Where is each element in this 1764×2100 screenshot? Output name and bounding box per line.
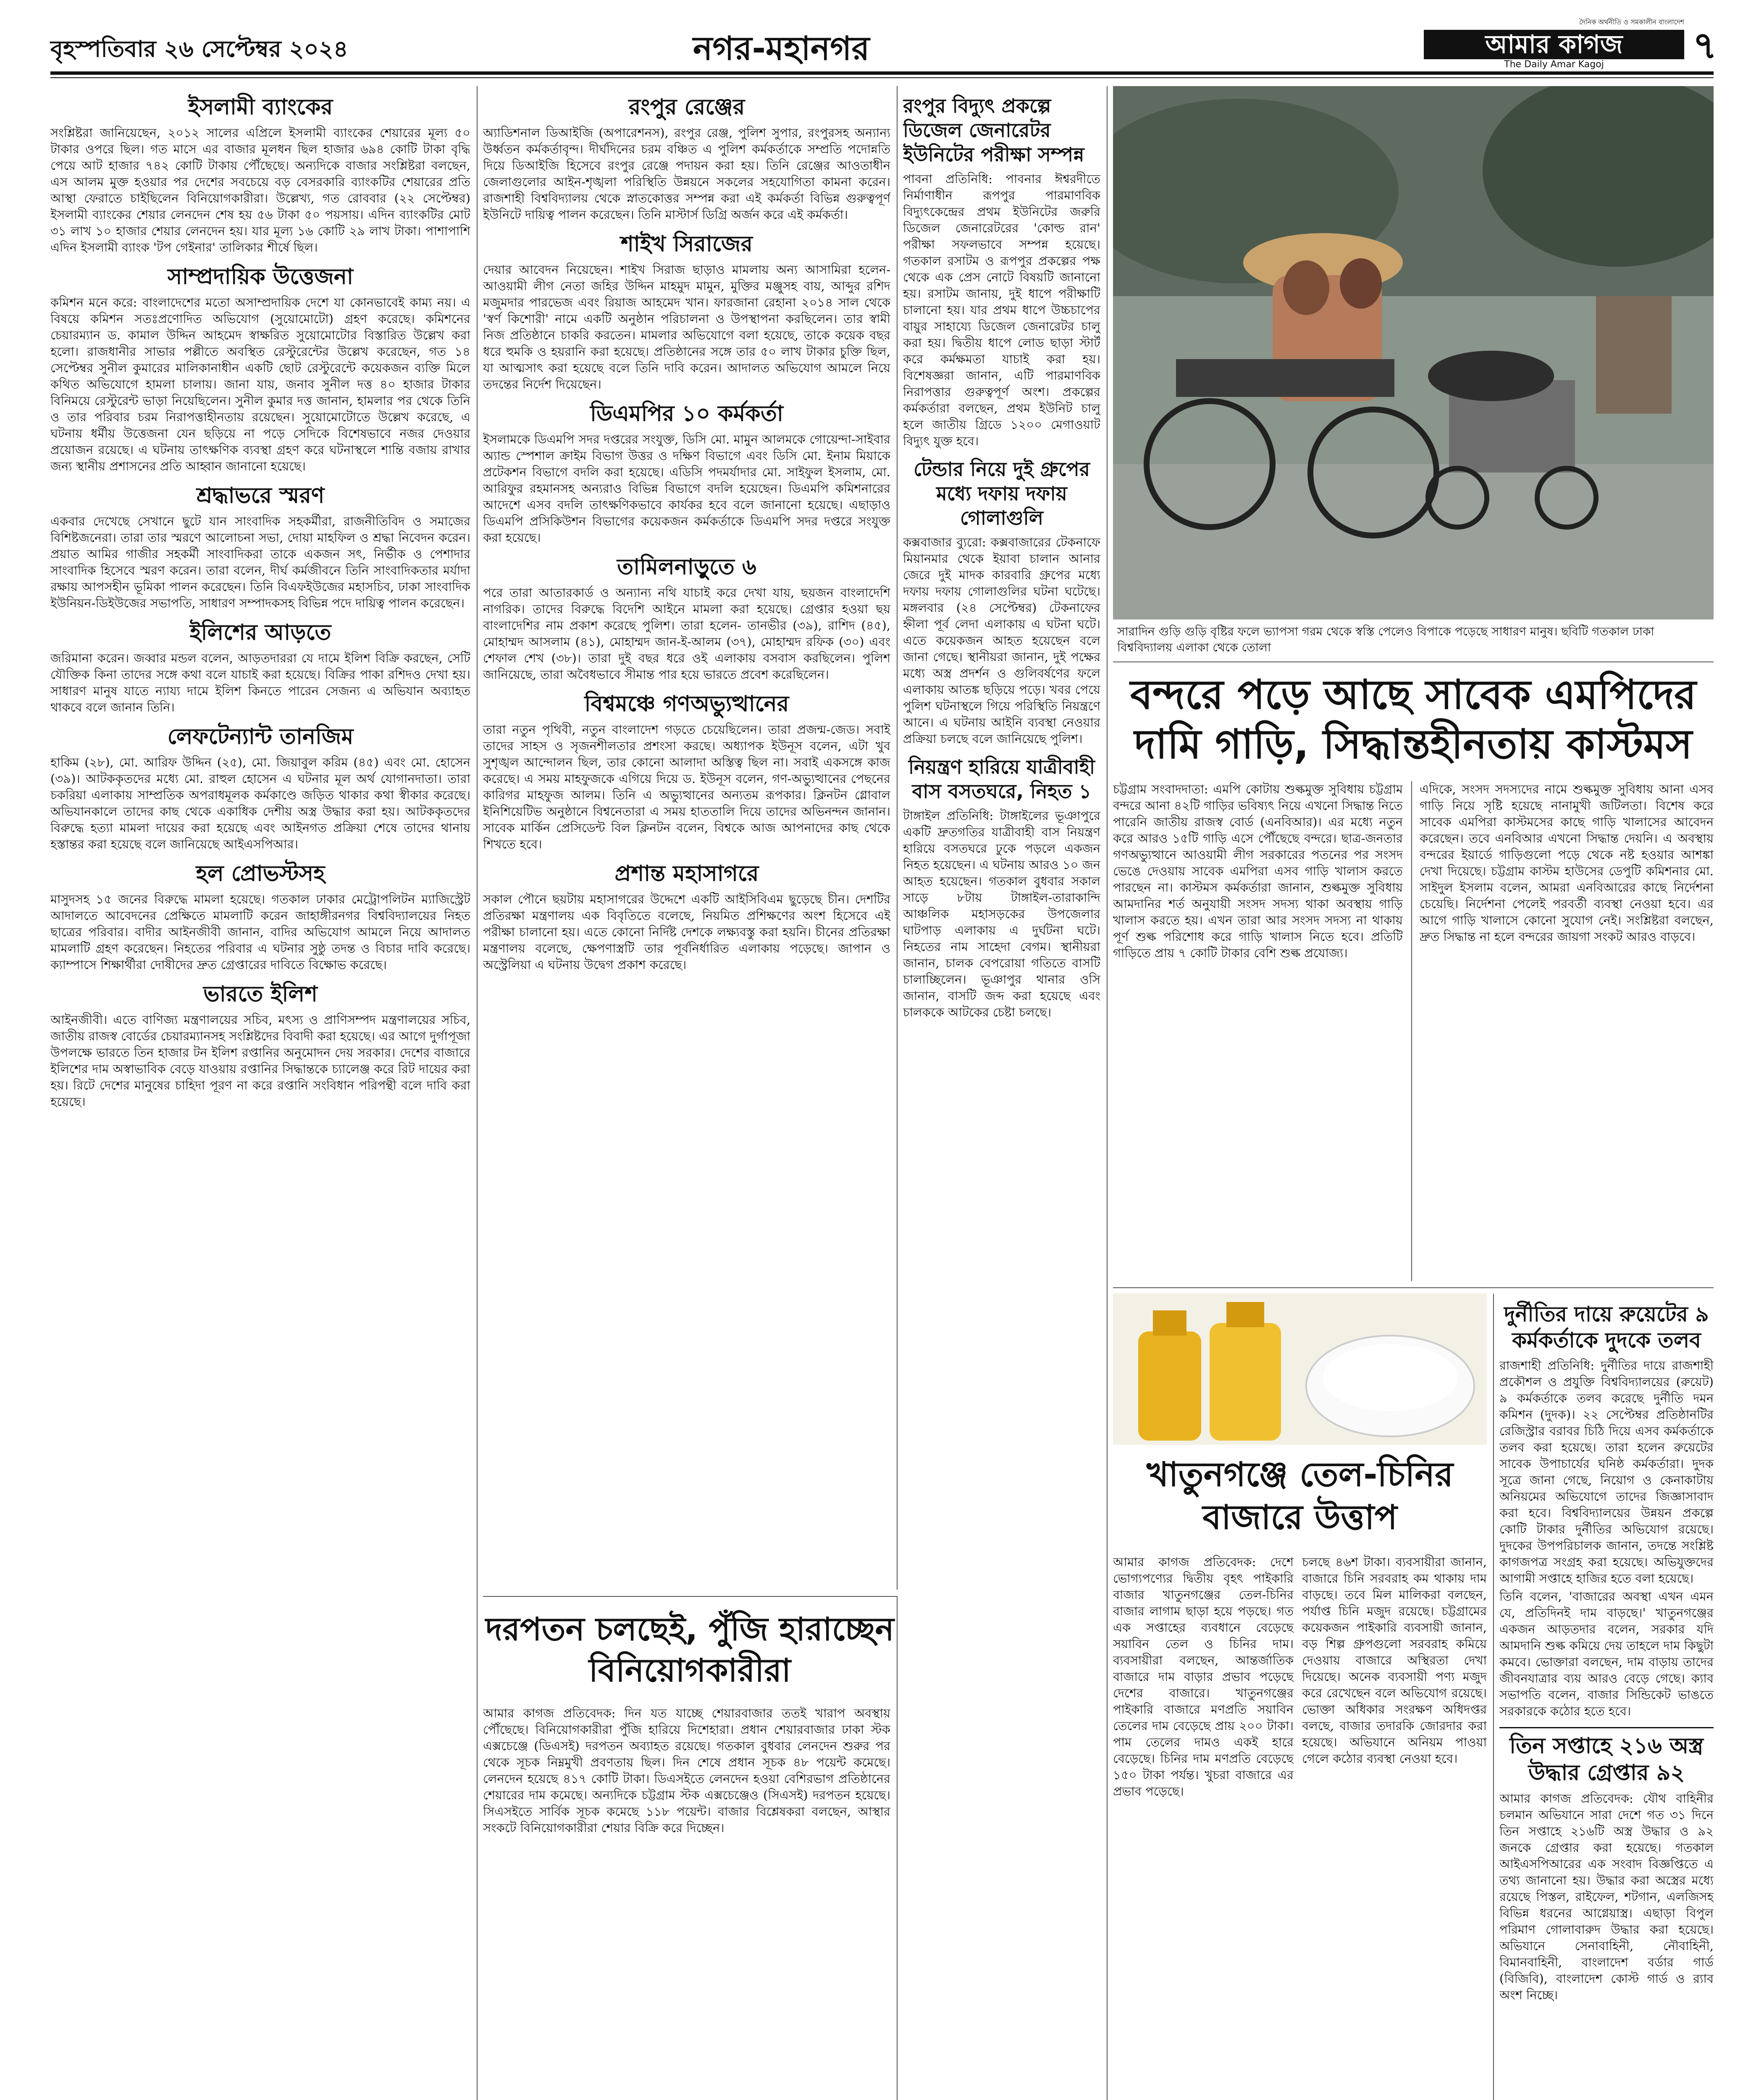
headline-ports: বন্দরে পড়ে আছে সাবেক এমপিদের দামি গাড়ি, সিদ্ধান্তহীনতায় কাস্টমস: [1130, 671, 1696, 768]
ports-body-left: চট্টগ্রাম সংবাদদাতা: এমপি কোটায় শুল্কমুক্ত সুবিধায় চট্টগ্রাম বন্দরে আনা ৪২টি গাড়ির ভবিষ্যৎ নিয়ে এখনো সিদ্ধান্ত নিতে পারেনি জাতীয় রাজস্ব বোর্ড (এনবিআর)। এর মধ্যে নতুন করে আরও ১৫টি গাড়ি এসে পৌঁছেছে বন্দরে। ছাত্র-জনতার গণঅভ্যুত্থানে আওয়ামী লীগ সরকারের পতনের পর সংসদ ভেঙে দেওয়ায় সাবেক এমপিরা এসব গাড়ি খালাস করতে পারছেন না। কাস্টমস কর্মকর্তারা জানান, শুল্কমুক্ত সুবিধায় আমদানির শর্ত অনুযায়ী সংসদ সদস্য থাকা অবস্থায় গাড়ি খালাস করতে হয়। এখন তারা আর সংসদ সদস্য না থাকায় পূর্ণ শুল্ক পরিশোধ করে গাড়ি খালাস নিতে হবে। প্রতিটি গাড়িতে প্রায় ৭ কোটি টাকার বেশি শুল্ক প্রযোজ্য।: [1113, 782, 1403, 960]
article-body: টাঙ্গাইল প্রতিনিধি: টাঙ্গাইলের ভূঞাপুরে একটি দ্রুতগতির যাত্রীবাহী বাস নিয়ন্ত্রণ হারিয়ে বসতঘরে ঢুকে পড়লে একজন নিহত হয়েছেন। এ ঘটনায় আরও ১০ জন আহত হয়েছেন। গতকাল বুধবার সকাল সাড়ে ৮টায় টাঙ্গাইল-তারাকান্দি আঞ্চলিক মহাসড়কের উপজেলার ঘাটপাড় এলাকায় এ দুর্ঘটনা ঘটে। নিহতের নাম সাহেদা বেগম। স্থানীয়রা জানান, চালক বেপরোয়া গতিতে বাসটি চালাচ্ছিলেন। ভূঞাপুর থানার ওসি জানান, বাসটি জব্দ করা হয়েছে এবং চালককে আটকের চেষ্টা চলছে।: [903, 808, 1100, 1019]
article-title: রংপুর রেঞ্জের: [628, 94, 745, 120]
header-rule-thin: [50, 77, 1714, 78]
header-rule: [50, 71, 1714, 75]
page-number: ৭: [1693, 24, 1717, 68]
article-body: জরিমানা করেন। জব্বার মন্ডল বলেন, আড়তদাররা যে দামে ইলিশ বিক্রি করছেন, সেটি যৌক্তিক কিনা তাদের সঙ্গে কথা বলে যাচাই করা হয়েছে। বিক্রির পাকা রশিদও দেখা হয়। সাধারণ মানুষ যাতে ন্যায্য দামে ইলিশ কিনতে পারেন সেজন্য এ অভিযান অব্যাহত থাকবে বলে জানান তিনি।: [50, 651, 470, 714]
article-title: টেন্ডার নিয়ে দুই গ্রুপের মধ্যে দফায় দফায় গোলাগুলি: [914, 458, 1090, 529]
article-title: বিশ্বমঞ্চে গণঅভ্যুত্থানের: [584, 691, 789, 717]
article-body: তিনি বলেন, 'বাজারের অবস্থা এখন এমন যে, প্রতিদিনই দাম বাড়ছে।' খাতুনগঞ্জের একজন আড়তদার বলেন, সরকার যদি আমদানি শুল্ক কমিয়ে দেয় তাহলে দাম কিছুটা কমবে। ভোক্তারা বলছেন, দাম বাড়ায় তাদের জীবনযাত্রার ব্যয় আরও বেড়ে গেছে। ক্যাব সভাপতি বলেন, বাজার সিন্ডিকেট ভাঙতে সরকারকে কঠোর হতে হবে।: [1499, 1589, 1714, 1718]
column-divider: [897, 86, 898, 1590]
article-title: ভারতে ইলিশ: [203, 982, 318, 1007]
article-title: ডিএমপির ১০ কর্মকর্তা: [590, 401, 783, 426]
article-body: অ্যাডিশনাল ডিআইজি (অপারেশনস), রংপুর রেঞ্জ, পুলিশ সুপার, রংপুরসহ অন্যান্য উর্ধ্বতন কর্মকর্তাবৃন্দ। দীর্ঘদিনের চরম বঞ্চিত এ পুলিশ কর্মকর্তাকে সম্প্রতি পদোন্নতি দিয়ে ডিআইজি হিসেবে রংপুর রেঞ্জে পদায়ন করা হয়। তিনি রেঞ্জের আওতাধীন জেলাগুলোর আইন-শৃঙ্খলা পরিস্থিতি উন্নয়নে সকলের সহযোগিতা কামনা করেন। রাজশাহী বিশ্ববিদ্যালয় থেকে স্নাতকোত্তর সম্পন্ন করা এই কর্মকর্তা বিভিন্ন গুরুত্বপূর্ণ ইউনিটে দায়িত্ব পালন করেছেন। তিনি মাস্টার্স ডিগ্রি অর্জন করে এই কর্মকর্তা।: [483, 126, 890, 222]
oil-sugar-photo: [1113, 1294, 1487, 1445]
section-rule: [483, 1596, 897, 1597]
oil-body-mid: চলছে ৪৬শ টাকা। ব্যবসায়ীরা জানান, বাজারে চিনি সরবরাহ কম থাকায় দাম বাড়ছে। তবে মিল মালিকরা বলছেন, পর্যাপ্ত চিনি মজুদ রয়েছে। চট্টগ্রামের কয়েকজন পাইকারি ব্যবসায়ী জানান, বড় শিল্প গ্রুপগুলো সরবরাহ কমিয়ে দেওয়ায় বাজারে অস্থিরতা দেখা দিয়েছে। অনেক ব্যবসায়ী পণ্য মজুদ করে রেখেছেন বলে অভিযোগ রয়েছে। ভোক্তা অধিকার সংরক্ষণ অধিদপ্তর বলছে, বাজার তদারকি জোরদার করা হয়েছে। অভিযানে অনিয়ম পাওয়া গেলে কঠোর ব্যবস্থা নেওয়া হবে।: [1302, 1555, 1487, 1766]
column-right: [1499, 1294, 1714, 2100]
column-divider: [1107, 86, 1108, 2100]
column-divider: [897, 1596, 898, 2100]
oil-bottles-sugar-image: [1113, 1294, 1487, 1445]
article-title: রংপুর বিদ্যুৎ প্রকল্পে ডিজেল জেনারেটর ইউনিটের পরীক্ষা সম্পন্ন: [903, 94, 1084, 166]
ports-body-right: এদিকে, সংসদ সদস্যদের নামে শুল্কমুক্ত সুবিধায় আনা এসব গাড়ি নিয়ে সৃষ্টি হয়েছে নানামুখী জটিলতা। বিশেষ করে সাবেক এমপিরা কাস্টমসের কাছে গাড়ি খালাসের আবেদন করেছেন। তবে এনবিআর এখনো সিদ্ধান্ত দেয়নি। এ অবস্থায় বন্দরের ইয়ার্ডে গাড়িগুলো পড়ে থেকে নষ্ট হওয়ার আশঙ্কা দেখা দিয়েছে। চট্টগ্রাম কাস্টম হাউসের ডেপুটি কমিশনার মো. সাইদুল ইসলাম বলেন, আমরা এনবিআরের কাছে নির্দেশনা চেয়েছি। নির্দেশনা পেলেই পরবর্তী ব্যবস্থা নেওয়া হবে। এর আগে গাড়ি খালাসে কোনো সুযোগ নেই। সংশ্লিষ্টরা বলছেন, দ্রুত সিদ্ধান্ত না হলে বন্দরের জায়গা সংকট আরও বাড়বে।: [1420, 782, 1714, 944]
logo-name: আমার কাগজ: [1424, 30, 1684, 59]
article-title: সাম্প্রদায়িক উত্তেজনা: [168, 264, 353, 289]
column-1: [50, 86, 470, 2100]
article-title: হল প্রোভস্টসহ: [196, 861, 325, 886]
logo-tagline: দৈনিক অর্থনীতি ও সমকালীন বাংলাদেশ: [1579, 18, 1684, 26]
article-body: পাবনা প্রতিনিধি: পাবনার ঈশ্বরদীতে নির্মাণাধীন রূপপুর পারমাণবিক বিদ্যুৎকেন্দ্রের প্রথম ইউনিটের জরুরি ডিজেল জেনারেটরের 'কোল্ড রান' পরীক্ষা সফলভাবে সম্পন্ন হয়েছে। গতকাল রসাটম ও রূপপুর প্রকল্পের পক্ষ থেকে এক প্রেস নোটে বিষয়টি জানানো হয়। রসাটম জানায়, দুই ধাপে পরীক্ষাটি চালানো হয়। যার প্রথম ধাপে উচ্চচাপের বায়ুর সাহায্যে ডিজেল জেনারেটর চালু করা হয়। দ্বিতীয় ধাপে লোড ছাড়া স্টার্ট করে কর্মক্ষমতা যাচাই করা হয়। বিশেষজ্ঞরা জানান, এটি পারমাণবিক নিরাপত্তার গুরুত্বপূর্ণ অংশ। প্রকল্পের কর্মকর্তারা বলছেন, প্রথম ইউনিট চালু হলে জাতীয় গ্রিডে ১২০০ মেগাওয়াট বিদ্যুৎ যুক্ত হবে।: [903, 172, 1100, 448]
newspaper-logo: [1424, 17, 1684, 70]
article-title: তিন সপ্তাহে ২১৬ অস্ত্র উদ্ধার গ্রেপ্তার ৯২: [1499, 1727, 1714, 1786]
article-body: রাজশাহী প্রতিনিধি: দুর্নীতির দায়ে রাজশাহী প্রকৌশল ও প্রযুক্তি বিশ্ববিদ্যালয়ের (রুয়েট) ৯ কর্মকর্তাকে তলব করেছে দুর্নীতি দমন কমিশন (দুদক)। ২২ সেপ্টেম্বর প্রতিষ্ঠানটির রেজিস্ট্রার বরাবর চিঠি দিয়ে এসব কর্মকর্তাকে তলব করা হয়েছে। তারা হলেন রুয়েটের সাবেক উপাচার্যের ঘনিষ্ঠ কর্মকর্তারা। দুদক সূত্রে জানা গেছে, নিয়োগ ও কেনাকাটায় অনিয়মের অভিযোগে তাদের জিজ্ঞাসাবাদ করা হবে। বিশ্ববিদ্যালয়ের উন্নয়ন প্রকল্পে কোটি টাকার দুর্নীতির অভিযোগ রয়েছে। দুদকের উপপরিচালক জানান, তদন্তে সংশ্লিষ্ট কাগজপত্র সংগ্রহ করা হয়েছে। অভিযুক্তদের আগামী সপ্তাহে হাজির হতে বলা হয়েছে।: [1499, 1358, 1714, 1586]
article-body: আইনজীবী। এতে বাণিজ্য মন্ত্রণালয়ের সচিব, মৎস্য ও প্রাণিসম্পদ মন্ত্রণালয়ের সচিব, জাতীয় রাজস্ব বোর্ডের চেয়ারম্যানসহ সংশ্লিষ্টদের বিবাদী করা হয়েছে। এর আগে দুর্গাপূজা উপলক্ষে ভারতে তিন হাজার টন ইলিশ রপ্তানির অনুমোদন দেয় সরকার। দেশের বাজারে ইলিশের দাম অস্বাভাবিক বেড়ে যাওয়ায় রপ্তানির সিদ্ধান্তকে চ্যালেঞ্জ করে রিট দায়ের করা হয়। রিটে দেশের মানুষের চাহিদা পূরণ না করে রপ্তানি সংবিধান পরিপন্থী বলে দাবি করা হয়েছে।: [50, 1013, 470, 1109]
headline-oil-sugar: খাতুনগঞ্জে তেল-চিনির বাজারে উত্তাপ: [1146, 1455, 1454, 1537]
article-title: তামিলনাড়ুতে ৬: [617, 554, 756, 580]
article-title: ইসলামী ব্যাংকের: [188, 94, 333, 120]
article-title: নিয়ন্ত্রণ হারিয়ে যাত্রীবাহী বাস বসতঘরে, নিহত ১: [908, 756, 1095, 803]
article-body: মাসুদসহ ১৫ জনের বিরুদ্ধে মামলা হয়েছে। গতকাল ঢাকার মেট্রোপলিটন ম্যাজিস্ট্রেট আদালতে আবেদনের প্রেক্ষিতে মামলাটি করেন জাহাঙ্গীরনগর বিশ্ববিদ্যালয়ের নিহত ছাত্রের পরিবার। বাদীর আইনজীবী জানান, বাদির অভিযোগ আমলে নিয়ে আদালত মামলাটি গ্রহণ করেছেন। নিহতের পরিবার এ ঘটনার সুষ্ঠু তদন্ত ও বিচার দাবি করেছে। ক্যাম্পাসে শিক্ষার্থীরা দোষীদের দ্রুত গ্রেপ্তারের দাবিতে বিক্ষোভ করেছে।: [50, 892, 470, 972]
article-body: দেয়ার আবেদন নিয়েছেন। শাইখ সিরাজ ছাড়াও মামলায় অন্য আসামিরা হলেন- আওয়ামী লীগ নেতা জহির উদ্দিন মাহমুদ মামুন, মুক্তির মঞ্জুসহ বায়, আব্দুর রশিদ মজুমদার পারভেজ এবং রিয়াজ আহমেদ খান। ফারজানা রেহানা ২০১৪ সাল থেকে 'স্বর্ণ কিশোরী' নামে একটি অনুষ্ঠান পরিচালনা ও উপস্থাপনা করছিলেন। তার স্বামী নিজ প্রতিষ্ঠানে চাকরি করতেন। মামলার অভিযোগে বলা হয়েছে, তাকে কয়েক বছর ধরে হুমকি ও হয়রানি করা হয়েছে। প্রতিষ্ঠানের সঙ্গে তার ৫০ লাখ টাকার চুক্তি ছিল, যা আত্মসাৎ করা হয়েছে বলে তিনি দাবি করেন। আদালত অভিযোগ আমলে নিয়ে তদন্তের নির্দেশ দিয়েছেন।: [483, 262, 890, 391]
issue-date: বৃহস্পতিবার ২৬ সেপ্টেম্বর ২০২৪: [50, 36, 348, 62]
article-body: ইসলামকে ডিএমপি সদর দপ্তরের সংযুক্ত, ডিসি মো. মামুন আলমকে গোয়েন্দা-সাইবার অ্যান্ড স্পেশাল ক্রাইম বিভাগ উত্তর ও দক্ষিণ বিভাগে এবং ডিসি মো. ইনাম মিয়াকে প্রটেকশন বিভাগে বদলি করা হয়েছে। এডিসি পদমর্যাদার মো. সাইফুল ইসলাম, মো. আরিফুর রহমানসহ অন্যরাও বিভিন্ন বিভাগে বদলি হয়েছেন। ডিএমপি কমিশনারের আদেশে এসব বদলি তাৎক্ষণিকভাবে কার্যকর হবে বলে জানানো হয়েছে। এছাড়াও ডিএমপি প্রসিকিউশন বিভাগের কয়েকজন কর্মকর্তাকে ডিএমপি সদর দপ্তরে সংযুক্ত করা হয়েছে।: [483, 432, 890, 545]
column-divider: [1493, 1294, 1494, 2100]
article-title: ইলিশের আড়তে: [189, 620, 331, 645]
article-title: শাইখ সিরাজের: [620, 231, 753, 257]
oil-body-left: আমার কাগজ প্রতিবেদক: দেশে ভোগ্যপণ্যের দ্বিতীয় বৃহৎ পাইকারি বাজার খাতুনগঞ্জের তেল-চিনির বাজার লাগাম ছাড়া হয়ে পড়ছে। গত এক সপ্তাহের ব্যবধানে বেড়েছে সয়াবিন তেল ও চিনির দাম। ব্যবসায়ীরা বলছেন, আন্তর্জাতিক বাজারে দাম বাড়ার প্রভাব পড়েছে দেশের বাজারে। খাতুনগঞ্জের পাইকারি বাজারে মণপ্রতি সয়াবিন তেলের দাম বেড়েছে প্রায় ২০০ টাকা। পাম তেলের দামও একই হারে বেড়েছে। চিনির দাম মণপ্রতি বেড়েছে ১৫০ টাকা পর্যন্ত। খুচরা বাজারে এর প্রভাব পড়েছে।: [1113, 1555, 1294, 1798]
article-title: শ্রদ্ধাভরে স্মরণ: [196, 483, 325, 508]
article-title: দুর্নীতির দায়ে রুয়েটের ৯ কর্মকর্তাকে দুদকে তলব: [1504, 1302, 1709, 1352]
section-rule: [1113, 1287, 1714, 1288]
article-body: একবার দেখেছে সেখানে ছুটে যান সাংবাদিক সহকর্মীরা, রাজনীতিবিদ ও সমাজের বিশিষ্টজনেরা। তারা তার স্মরণে আলোচনা সভা, দোয়া মাহফিল ও শ্রদ্ধা নিবেদন করেন। প্রয়াত আমির গাজীর সহকর্মী সাংবাদিকরা তাকে একজন সৎ, নির্ভীক ও পেশাদার সাংবাদিক হিসেবে স্মরণ করেন। তারা বলেন, দীর্ঘ কর্মজীবনে তিনি সাংবাদিকতার মর্যাদা রক্ষায় আপসহীন ভূমিকা পালন করেছেন। তিনি বিএফইউজের মহাসচিব, ঢাকা সাংবাদিক ইউনিয়ন-ডিইউজের সভাপতি, সাধারণ সম্পাদকসহ বিভিন্ন পদে দায়িত্ব পালন করেছেন।: [50, 514, 470, 610]
column-3: [903, 86, 1100, 2100]
article-body: সকাল পৌনে ছয়টায় মহাসাগরের উদ্দেশে একটি আইসিবিএম ছুড়েছে চীন। দেশটির প্রতিরক্ষা মন্ত্রণালয় এক বিবৃতিতে বলেছে, নিয়মিত প্রশিক্ষণের অংশ হিসেবে এই পরীক্ষা চালানো হয়। এতে কোনো নির্দিষ্ট দেশকে লক্ষ্যবস্তু করা হয়নি। চীনের প্রতিরক্ষা মন্ত্রণালয় বলেছে, ক্ষেপণাস্ত্রটি তার পূর্বনির্ধারিত এলাকায় পড়েছে। জাপান ও অস্ট্রেলিয়া এ ঘটনায় উদ্বেগ প্রকাশ করেছে।: [483, 892, 890, 972]
article-body: সংশ্লিষ্টরা জানিয়েছেন, ২০১২ সালের এপ্রিলে ইসলামী ব্যাংকের শেয়ারের মূল্য ৫০ টাকার ওপরে ছিল। গত মাসে এর বাজার মূলধন ছিল হাজার ৬৯৪ কোটি টাকা বৃদ্ধি পেয়ে আট হাজার ৭৪২ কোটি টাকায় পৌঁছেছে। অন্যদিকে বাজার সংশ্লিষ্টরা বলছেন, এস আলম মুক্ত হওয়ার পর দেশের সবচেয়ে বড় বেসরকারি ব্যাংকটির শেয়ারের প্রতি আস্থা ফেরাতে চাইছিলেন বিনিয়োগকারীরা। উল্লেখ্য, গত রোববার (২২ সেপ্টেম্বর) ইসলামী ব্যাংকের শেয়ার লেনদেন শেষ হয় ৫৬ টাকা ৫০ পয়সায়। এদিন ব্যাংকটির মোট ৩১ লাখ ১০ হাজার শেয়ার লেনদেন হয়। যার মূল্য ১৬ কোটি ২৯ লাখ টাকা। পাশাপাশি এদিন ইসলামী ব্যাংক 'টপ গেইনার' তালিকার শীর্ষে ছিল।: [50, 126, 470, 255]
stock-body: আমার কাগজ প্রতিবেদক: দিন যত যাচ্ছে শেয়ারবাজার ততই খারাপ অবস্থায় পৌঁছেছে। বিনিয়োগকারীরা পুঁজি হারিয়ে দিশেহারা। প্রধান শেয়ারবাজার ঢাকা স্টক এক্সচেঞ্জে (ডিএসই) দরপতন অব্যাহত রয়েছে। গতকাল বুধবার লেনদেন শুরুর পর থেকে সূচক নিম্নমুখী প্রবণতায় ছিল। দিন শেষে প্রধান সূচক ৪৮ পয়েন্ট কমেছে। লেনদেন হয়েছে ৪১৭ কোটি টাকা। ডিএসইতে লেনদেন হওয়া বেশিরভাগ প্রতিষ্ঠানের শেয়ারের দাম কমেছে। অন্যদিকে চট্টগ্রাম স্টক এক্সচেঞ্জেও (সিএসই) দরপতন হয়েছে। সিএসইতে সার্বিক সূচক কমেছে ১১৮ পয়েন্ট। বাজার বিশ্লেষকরা বলছেন, আস্থার সংকটে বিনিয়োগকারীরা শেয়ার বিক্রি করে দিচ্ছেন।: [483, 1706, 890, 1835]
article-body: তারা নতুন পৃথিবী, নতুন বাংলাদেশ গড়তে চেয়েছিলেন। তারা প্রজন্ম-জেড। সবাই তাদের সাহস ও সৃজনশীলতার প্রশংসা করছে। অধ্যাপক ইউনূস বলেন, এটা খুব সুশৃঙ্খল আন্দোলন ছিল, তার কোনো আলাদা অস্তিত্ব ছিল না। সবাই একসঙ্গে কাজ করেছে। এ সময় মাহফুজকে এগিয়ে দিয়ে ড. ইউনূস বলেন, গণ-অভ্যুত্থানের পেছনের কারিগর মাহফুজ আলম। তিনি এ অভ্যুত্থানের অন্যতম রূপকার। ক্লিনটন গ্লোবাল ইনিশিয়েটিভ অনুষ্ঠানে বিশ্বনেতারা এ সময় হাততালি দিয়ে তাদের অভিনন্দন জানান। সাবেক মার্কিন প্রেসিডেন্ট বিল ক্লিনটন বলেন, বিশ্বকে আজ আপনাদের কাছ থেকে শিখতে হবে।: [483, 722, 890, 851]
article-title: লেফটেন্যান্ট তানজিম: [167, 724, 354, 749]
column-2: [483, 86, 890, 1590]
column-divider: [477, 86, 478, 2100]
photo-caption: সারাদিন গুড়ি গুড়ি বৃষ্টির ফলে ভ্যাপসা গরম থেকে স্বস্তি পেলেও বিপাকে পড়েছে সাধারণ মানুষ। ছবিটি গতকাল ঢাকা বিশ্ববিদ্যালয় এলাকা থেকে তোলা: [1117, 625, 1654, 654]
headline-stock-market: দরপতন চলছেই, পুঁজি হারাচ্ছেন বিনিয়োগকারীরা: [486, 1610, 894, 1689]
column-divider: [1411, 781, 1412, 1281]
rickshaw-rain-photo: [1113, 86, 1714, 620]
news-photo: [1113, 86, 1714, 620]
article-body: হাকিম (২৮), মো. আরিফ উদ্দিন (২৫), মো. জিয়াবুল করিম (৪৫) এবং মো. হোসেন (৩৯)। আটককৃতদের মধ্যে মো. রাহুল হোসেন এ ঘটনার মূল অর্থ যোগানদাতা। তারা চকরিয়া এলাকায় সাম্প্রতিক অপরাধমূলক কর্মকাণ্ডে জড়িত থাকার কথা স্বীকার করেছে। অভিযানকালে তাদের কাছ থেকে একাধিক দেশীয় অস্ত্র উদ্ধার করা হয়। আটককৃতদের বিরুদ্ধে হত্যা মামলা দায়ের করা হয়েছে এবং আইনগত প্রক্রিয়া শেষে তাদের থানায় হস্তান্তর করা হয়েছে বলে জানিয়েছে আইএসপিআর।: [50, 755, 470, 851]
logo-subtitle: The Daily Amar Kagoj: [1504, 59, 1604, 70]
article-body: পরে তারা আতারকার্ড ও অন্যান্য নথি যাচাই করে দেখা যায়, ছয়জন বাংলাদেশি নাগরিক। তাদের বিরুদ্ধে বিদেশি আইনে মামলা করা হয়েছে। গ্রেপ্তার হওয়া ছয় বাংলাদেশির নাম প্রকাশ করেছে পুলিশ। তারা হলেন- তানভীর (৩৯), রাশিদ (৪৫), মোহাম্মদ আসলাম (৪১), মোহাম্মদ জান-ই-আলম (৩৭), মোহাম্মদ রফিক (৩০) এবং শেফাল শেখ (৩৮)। তারা দুই বছর ধরে ওই এলাকায় বসবাস করছিলেন। পুলিশ জানিয়েছে, তারা অবৈধভাবে সীমান্ত পার হয়ে ভারতে প্রবেশ করেছিলেন।: [483, 585, 890, 682]
article-title: প্রশান্ত মহাসাগরে: [614, 861, 759, 886]
article-body: কমিশন মনে করে: বাংলাদেশের মতো অসাম্প্রদায়িক দেশে যা কোনভাবেই কাম্য নয়। এ বিষয়ে কমিশন সতঃপ্রণোদিত অভিযোগ (সুয়োমোটো) গ্রহণ করেছে। কমিশনের চেয়ারম্যান ড. কামাল উদ্দিন আহমেদ স্বাক্ষরিত সুয়োমোটোর বিস্তারিত উল্লেখ করা হলো। রাজধানীর সাভার পল্লীতে অবস্থিত রেস্টুরেন্টের উল্লেখ করেছেন, গত ১৪ সেপ্টেম্বর সুনীল কুমারের মালিকানাধীন একটি ছোট রেস্টুরেন্টে কয়েকজন ব্যক্তি মিলে কথিত অভিযোগে হামলা চালায়। জানা যায়, জনাব সুনীল দত্ত ৪০ হাজার টাকার বিনিময়ে রেস্টুরেন্ট ভাড়া নিয়েছিলেন। সুনীল কুমার দত্ত জানান, হামলার পর থেকে তিনি ও তার পরিবার চরম নিরাপত্তাহীনতায় রয়েছেন। সুয়োমোটোতে উল্লেখ করেছে, এ ঘটনায় ধর্মীয় উত্তেজনা যেন ছড়িয়ে না পড়ে সেদিকে বিশেষভাবে নজর দেওয়ার প্রয়োজন রয়েছে। এ ঘটনায় তাৎক্ষণিক ব্যবস্থা গ্রহণ করে ঘটনাস্থলে শান্তি বজায় রাখার জন্য স্থানীয় প্রশাসনের প্রতি আহ্বান জানানো হয়েছে।: [50, 295, 470, 473]
article-body: আমার কাগজ প্রতিবেদক: যৌথ বাহিনীর চলমান অভিযানে সারা দেশে গত ৩১ দিনে তিন সপ্তাহে ২১৬টি অস্ত্র উদ্ধার ও ৯২ জনকে গ্রেপ্তার করা হয়েছে। গতকাল আইএসপিআরের এক সংবাদ বিজ্ঞপ্তিতে এ তথ্য জানানো হয়। উদ্ধার করা অস্ত্রের মধ্যে রয়েছে পিস্তল, রাইফেল, শটগান, এলজিসহ বিভিন্ন ধরনের আগ্নেয়াস্ত্র। এছাড়া বিপুল পরিমাণ গোলাবারুদ উদ্ধার করা হয়েছে। অভিযানে সেনাবাহিনী, নৌবাহিনী, বিমানবাহিনী, বাংলাদেশ বর্ডার গার্ড (বিজিবি), বাংলাদেশ কোস্ট গার্ড ও র‌্যাব অংশ নিচ্ছে।: [1499, 1791, 1714, 2002]
section-title: নগর-মহানগর: [693, 30, 870, 68]
article-body: কক্সবাজার ব্যুরো: কক্সবাজারের টেকনাফে মিয়ানমার থেকে ইয়াবা চালান আনার জেরে দুই মাদক কারবারি গ্রুপের মধ্যে দফায় দফায় গোলাগুলির ঘটনা ঘটেছে। মঙ্গলবার (২৪ সেপ্টেম্বর) টেকনাফের হ্নীলা পূর্ব লেদা এলাকায় এ ঘটনা ঘটে। এতে কয়েকজন আহত হয়েছেন বলে জানা গেছে। স্থানীয়রা জানান, দুই পক্ষের মধ্যে অস্ত্র প্রদর্শন ও গুলিবর্ষণের ফলে এলাকায় আতঙ্ক ছড়িয়ে পড়ে। খবর পেয়ে পুলিশ ঘটনাস্থলে গিয়ে পরিস্থিতি নিয়ন্ত্রণে আনে। এ ঘটনায় আইনি ব্যবস্থা নেওয়ার প্রক্রিয়া চলছে বলে জানিয়েছে পুলিশ।: [903, 535, 1100, 746]
